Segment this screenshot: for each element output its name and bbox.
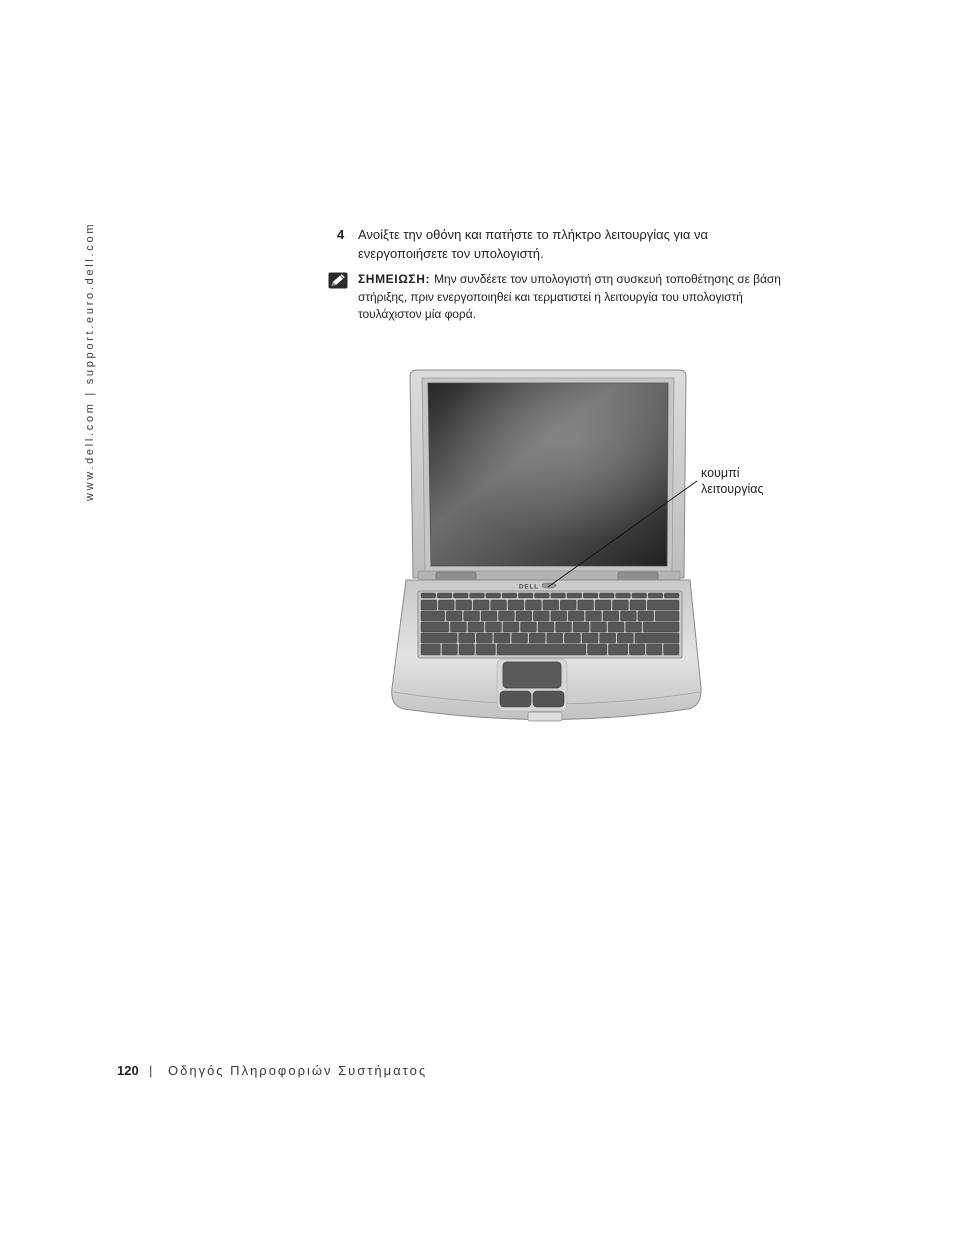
keyboard-key <box>459 644 474 655</box>
keyboard-key <box>521 622 537 632</box>
keyboard-key <box>538 622 554 632</box>
step-number: 4 <box>337 227 345 242</box>
keyboard-key <box>491 600 507 610</box>
page-number: 120 <box>117 1063 139 1078</box>
keyboard-key <box>643 622 679 632</box>
keyboard-key <box>608 644 627 655</box>
keyboard-key <box>476 633 492 643</box>
keyboard-key <box>588 644 607 655</box>
keyboard-key <box>635 633 679 643</box>
keyboard-key <box>556 622 572 632</box>
keyboard-key <box>648 593 663 598</box>
dell-logo: DELL <box>518 583 540 591</box>
callout-line-2: λειτουργίας <box>701 482 764 496</box>
keyboard-key <box>438 600 454 610</box>
keyboard-key <box>551 611 567 621</box>
keyboard-key <box>586 611 602 621</box>
keyboard-key <box>529 633 545 643</box>
keyboard-key <box>464 611 480 621</box>
keyboard-key <box>573 622 589 632</box>
keyboard-key <box>459 633 475 643</box>
keyboard-key <box>468 622 484 632</box>
keyboard-key <box>543 600 559 610</box>
keyboard-key <box>508 600 524 610</box>
keyboard-key <box>617 633 633 643</box>
keyboard-key <box>613 600 629 610</box>
keyboard-key <box>486 622 502 632</box>
keyboard-key <box>525 600 541 610</box>
keyboard-key <box>560 600 576 610</box>
keyboard <box>421 593 679 655</box>
note-text-line-3: τουλάχιστον μία φορά. <box>358 307 476 321</box>
keyboard-key <box>535 593 550 598</box>
power-button <box>542 583 556 588</box>
keyboard-key <box>595 600 611 610</box>
keyboard-key <box>512 633 528 643</box>
keyboard-key <box>437 593 452 598</box>
keyboard-key <box>470 593 485 598</box>
keyboard-key <box>599 593 614 598</box>
keyboard-key <box>421 622 449 632</box>
note-label: ΣΗΜΕΙΩΣΗ: <box>358 272 431 286</box>
screen-reflection <box>428 383 668 566</box>
keyboard-key <box>421 600 437 610</box>
footer-title: Οδηγός Πληροφοριών Συστήματος <box>168 1063 428 1078</box>
keyboard-key <box>547 633 563 643</box>
keyboard-key <box>616 593 631 598</box>
keyboard-key <box>655 611 679 621</box>
keyboard-key <box>453 593 468 598</box>
keyboard-key <box>499 611 515 621</box>
keyboard-key <box>608 622 624 632</box>
keyboard-key <box>638 611 654 621</box>
keyboard-key <box>456 600 472 610</box>
pencil-note-icon <box>328 272 348 289</box>
keyboard-key <box>421 611 445 621</box>
keyboard-key <box>497 644 586 655</box>
callout-power-button <box>701 465 764 497</box>
front-latch <box>528 712 562 721</box>
keyboard-key <box>632 593 647 598</box>
keyboard-key <box>626 622 642 632</box>
note-line-1 <box>358 271 781 289</box>
step-text-line-1: Ανοίξτε την οθόνη και πατήστε το πλήκτρο λειτουργίας για να <box>358 227 709 242</box>
keyboard-key <box>620 611 636 621</box>
keyboard-key <box>564 633 580 643</box>
keyboard-key <box>486 593 501 598</box>
keyboard-key <box>603 611 619 621</box>
keyboard-key <box>516 611 532 621</box>
keyboard-key <box>629 644 644 655</box>
keyboard-key <box>473 600 489 610</box>
note-text-line-1: Μην συνδέετε τον υπολογιστή στη συσκευή τοποθέτησης σε βάση <box>434 272 781 286</box>
step-text <box>358 225 708 263</box>
touchpad-left-button <box>500 691 531 707</box>
laptop-illustration <box>388 366 708 728</box>
keyboard-key <box>476 644 495 655</box>
keyboard-key <box>421 593 436 598</box>
keyboard-key <box>533 611 549 621</box>
keyboard-key <box>664 644 679 655</box>
keyboard-key <box>591 622 607 632</box>
touchpad-right-button <box>533 691 564 707</box>
keyboard-key <box>567 593 582 598</box>
keyboard-key <box>647 600 679 610</box>
touchpad <box>503 662 561 688</box>
keyboard-key <box>518 593 533 598</box>
keyboard-key <box>582 633 598 643</box>
side-url-text: www.dell.com | support.euro.dell.com <box>84 221 96 501</box>
keyboard-key <box>600 633 616 643</box>
keyboard-key <box>442 644 457 655</box>
keyboard-key <box>568 611 584 621</box>
keyboard-key <box>446 611 462 621</box>
keyboard-key <box>578 600 594 610</box>
keyboard-key <box>503 622 519 632</box>
keyboard-key <box>630 600 646 610</box>
keyboard-key <box>421 633 457 643</box>
keyboard-key <box>583 593 598 598</box>
keyboard-key <box>450 622 466 632</box>
keyboard-key <box>502 593 517 598</box>
note-text-line-2: στήριξης, πριν ενεργοποιηθεί και τερματιστεί η λειτουργία του υπολογιστή <box>358 289 743 304</box>
keyboard-key <box>481 611 497 621</box>
step-text-line-2: ενεργοποιήσετε τον υπολογιστή. <box>358 246 544 261</box>
keyboard-key <box>664 593 679 598</box>
note-text <box>358 271 781 324</box>
keyboard-key <box>494 633 510 643</box>
keyboard-key <box>551 593 566 598</box>
keyboard-key <box>646 644 661 655</box>
keyboard-key <box>421 644 440 655</box>
callout-line-1: κουμπί <box>701 466 740 480</box>
footer-separator: | <box>149 1063 153 1078</box>
